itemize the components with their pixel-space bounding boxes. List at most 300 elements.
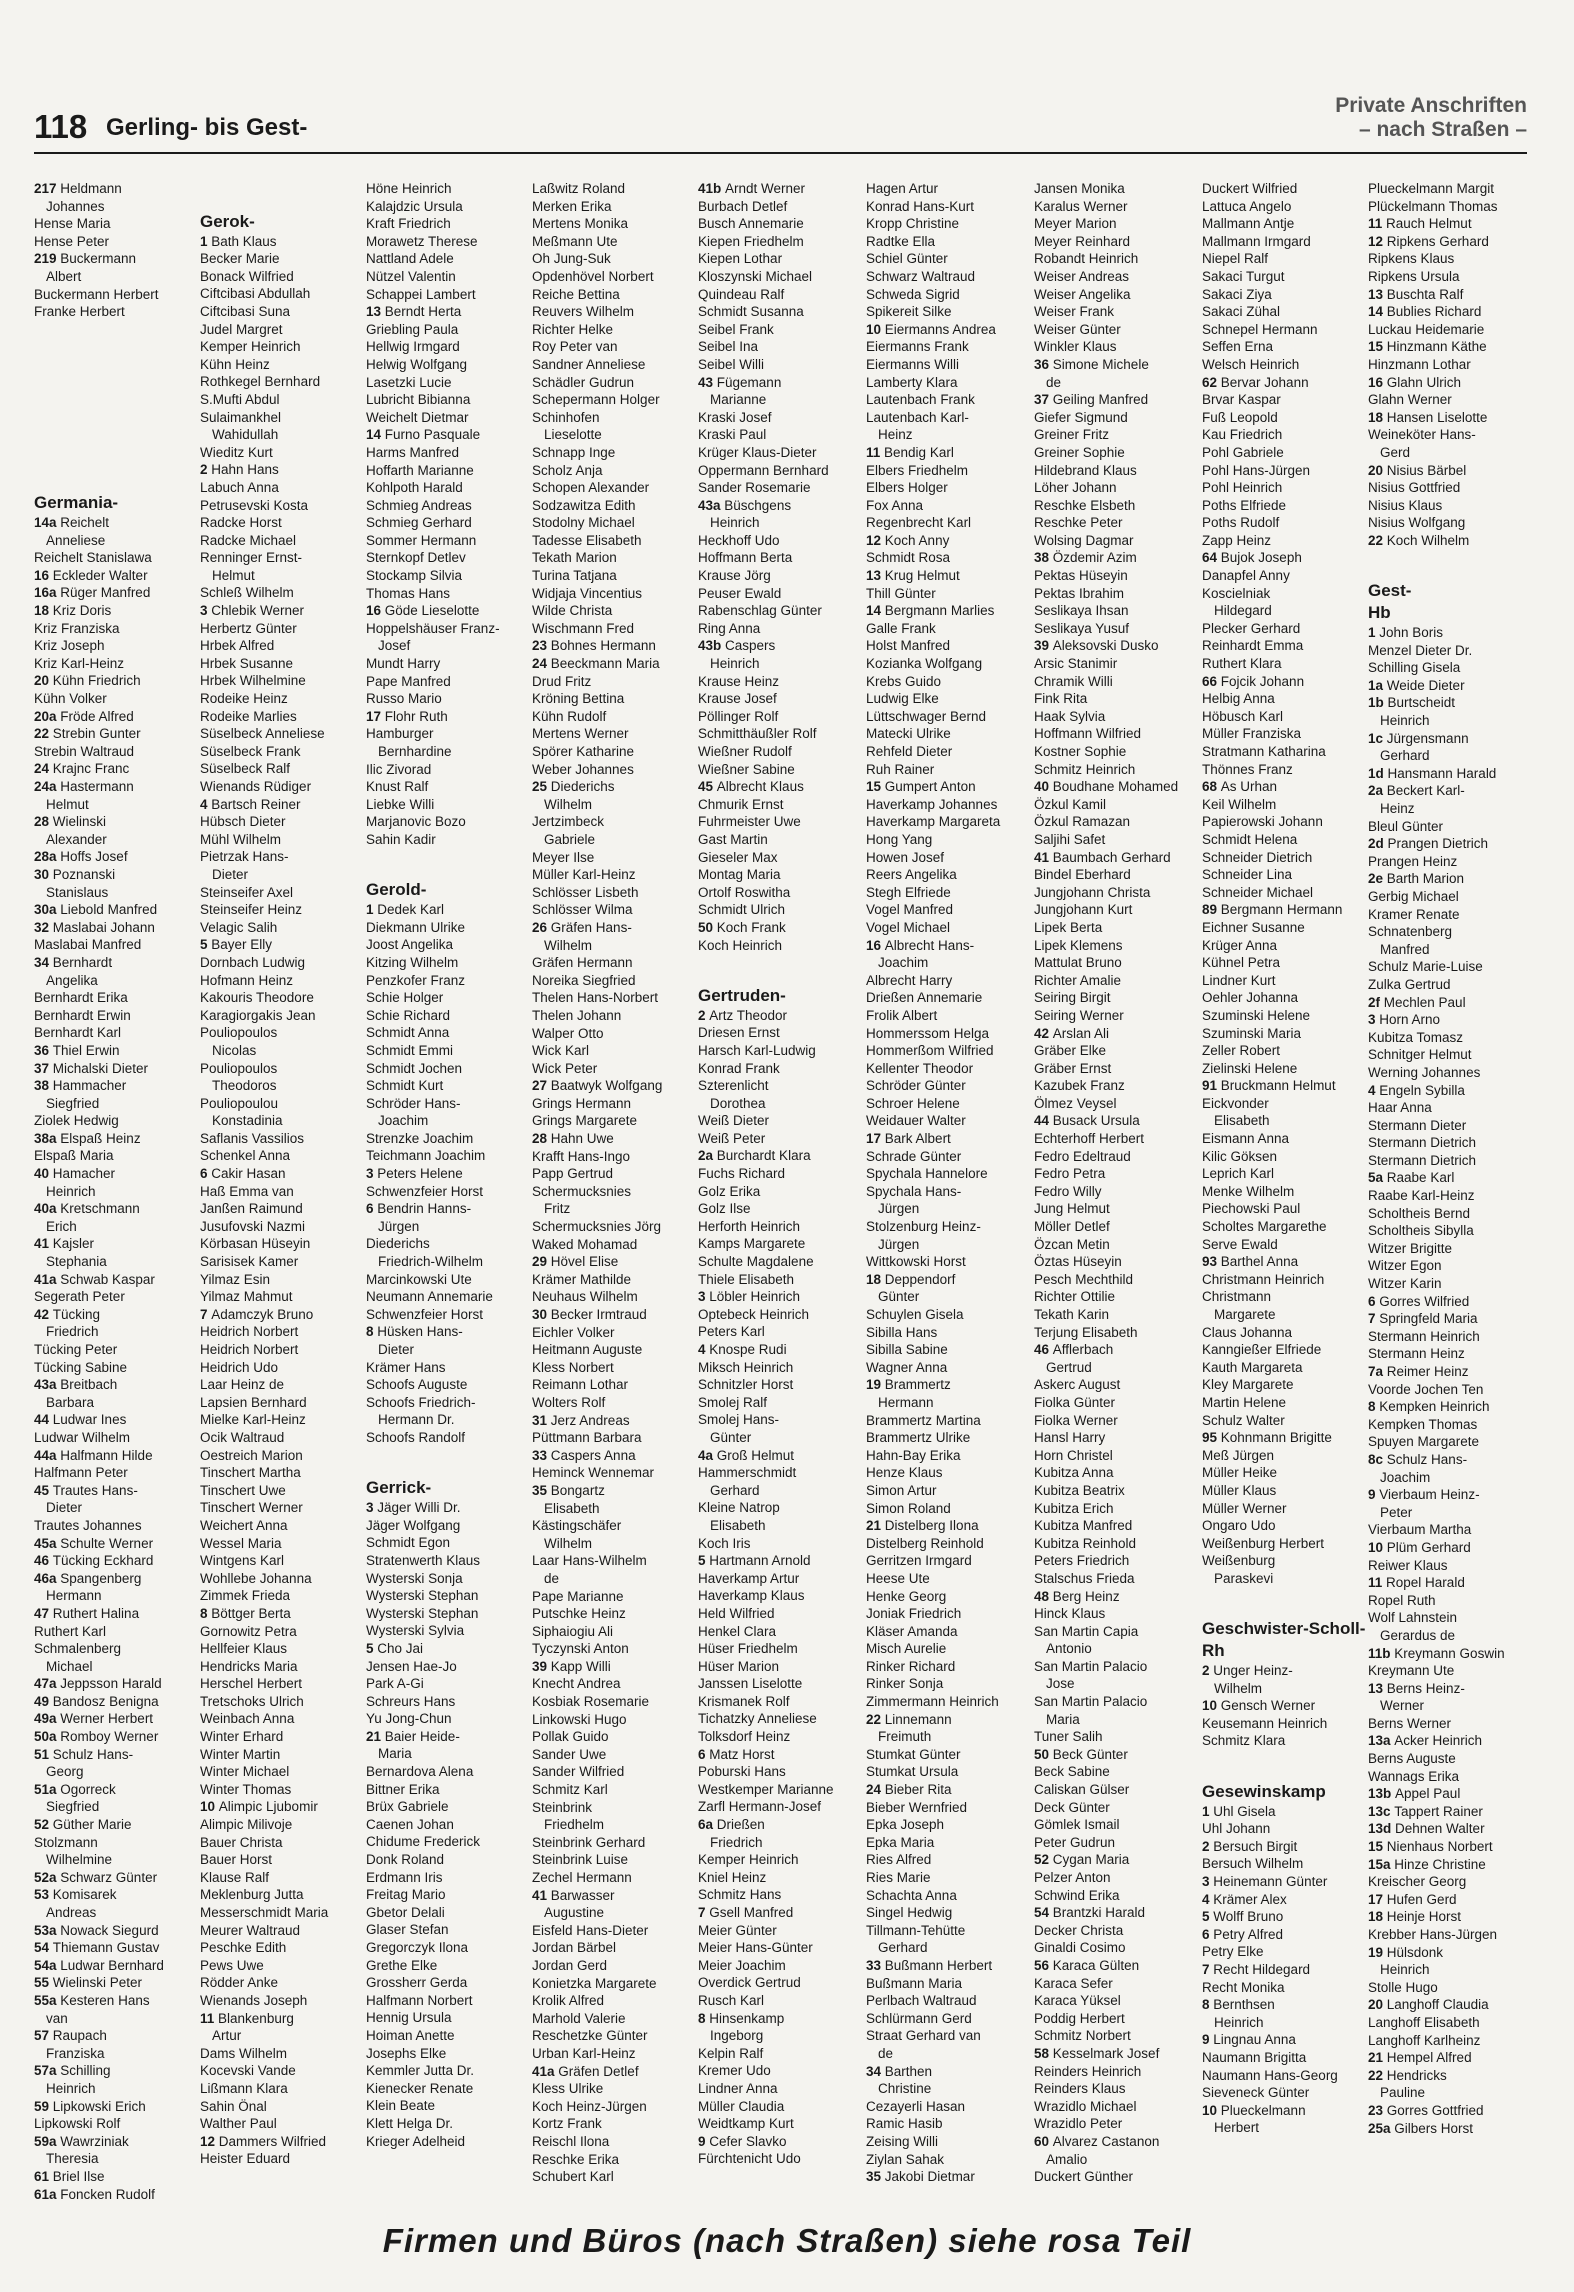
directory-entry [866,1640,1032,1658]
directory-entry [1368,479,1532,497]
directory-entry [698,1535,864,1553]
resident-name: Krajnc Franc [52,761,130,777]
resident-name: Pape Marianne [532,1588,624,1604]
resident-name: Scholtes Margarethe [1202,1219,1327,1235]
entry-continuation: Artur [212,2028,242,2044]
resident-name: Schwenzfeier Horst [366,1183,484,1199]
resident-name: Ripkens Klaus [1368,251,1455,267]
resident-name: Hense Maria [34,216,111,232]
directory-entry [1368,1944,1532,1962]
resident-name: Werning Johannes [1368,1064,1481,1080]
resident-name: Steinbrink [532,1799,593,1815]
resident-name: Cygan Maria [1052,1852,1130,1868]
directory-entry [200,1411,364,1429]
resident-name: Reimann Lothar [532,1377,629,1393]
directory-entry [1202,374,1366,392]
resident-name: Geiling Manfred [1052,392,1149,408]
directory-entry [1034,1007,1200,1025]
resident-name: Diederichs [366,1236,430,1252]
resident-name: Stermann Heinrich [1368,1328,1480,1344]
directory-entry [366,356,530,374]
directory-entry [34,584,198,602]
resident-name: Bartsch Reiner [211,796,301,812]
directory-entry [34,743,198,761]
resident-name: Barwasser [550,1887,615,1903]
directory-entry [366,673,530,691]
house-number: 45 [698,779,717,795]
resident-name: Sibilla Hans [866,1324,938,1340]
resident-name: Wießner Rudolf [698,744,792,759]
directory-entry [532,2063,696,2081]
resident-name: Seiring Birgit [1034,990,1111,1006]
directory-entry [1202,497,1366,515]
resident-name: Strebin Waltraud [34,743,135,759]
resident-name: Höne Heinrich [366,181,452,196]
resident-name: Schachta Anna [866,1887,957,1903]
resident-name: Askerc August [1034,1377,1121,1393]
resident-name: Wischmann Fred [532,620,635,636]
resident-name: Schinhofen [532,409,600,425]
directory-entry [34,1623,198,1641]
directory-entry [1202,198,1366,216]
directory-entry [366,1288,530,1306]
footer-note: Firmen und Büros (nach Straßen) siehe rosa Teil [382,2222,1192,2259]
directory-entry [698,831,864,849]
resident-name: Lamberty Klara [866,374,958,390]
directory-entry [866,1535,1032,1553]
resident-name: Straat Gerhard van [866,2028,981,2044]
resident-name: Henke Georg [866,1588,947,1604]
directory-entry [34,2062,198,2080]
directory-entry [532,1605,696,1623]
directory-entry [366,1781,530,1799]
directory-entry [698,1675,864,1693]
directory-entry [1368,2102,1532,2120]
directory-entry [532,901,696,919]
resident-name: Pohl Gabriele [1202,444,1284,460]
house-number: 5 [698,1553,710,1569]
entry-continuation: Augustine [544,1905,605,1921]
directory-entry [698,585,864,603]
resident-name: Weidauer Walter [866,1113,966,1129]
directory-entry [34,1517,198,1535]
directory-entry [366,796,530,814]
directory-entry [698,409,864,427]
resident-name: Burbach Detlef [698,198,788,214]
resident-name: Fuchs Richard [698,1166,786,1182]
resident-name: Meier Günter [698,1922,777,1938]
directory-entry [698,198,864,216]
resident-name: Helbig Anna [1202,691,1275,707]
resident-name: Smolej Ralf [698,1394,768,1410]
directory-entry [866,1095,1032,1113]
resident-name: Jürgensmann [1386,730,1469,746]
resident-name: Gumpert Anton [884,779,976,795]
directory-entry [366,444,530,462]
directory-entry [1202,972,1366,990]
resident-name: Claus Johanna [1202,1324,1293,1340]
resident-name: Hommerßom Wilfried [866,1043,994,1059]
house-number: 51 [34,1746,53,1762]
directory-entry [532,2027,696,2045]
resident-name: Mielke Karl-Heinz [200,1412,306,1428]
resident-name: Gieseler Max [698,849,778,865]
directory-entry [866,1306,1032,1324]
directory-entry [1202,1218,1366,1236]
directory-entry [532,286,696,304]
directory-entry [1202,303,1366,321]
resident-name: Vierbaum Heinz- [1379,1487,1480,1503]
entry-continuation: Jürgen [878,1236,920,1252]
house-number: 18 [866,1271,885,1287]
entry-continuation: Michael [46,1658,93,1674]
house-number: 39 [1034,638,1053,654]
resident-name: Park A-Gi [366,1676,424,1692]
directory-entry [698,338,864,356]
resident-name: Heidrich Norbert [200,1324,299,1340]
directory-column [366,180,530,2190]
directory-entry [34,620,198,638]
resident-name: Busack Ursula [1052,1113,1140,1129]
resident-name: Bleul Günter [1368,818,1444,834]
directory-entry [1202,567,1366,585]
resident-name: Fürchtenicht Udo [698,2151,801,2167]
resident-name: Perlbach Waltraud [866,1993,977,2009]
directory-entry [866,1623,1032,1641]
resident-name: Schweda Sigrid [866,286,960,302]
directory-entry [200,1165,364,1183]
directory-entry [34,1552,198,1570]
entry-continuation: Stanislaus [46,884,109,900]
directory-entry [1034,849,1200,867]
resident-name: Hoffs Josef [60,849,128,865]
entry-continuation: Gerhard [710,1482,760,1498]
resident-name: Kocevski Vande [200,2063,296,2079]
resident-name: Schmidt Ulrich [698,902,786,918]
resident-name: Breitbach [60,1377,118,1393]
directory-entry [532,637,696,655]
directory-entry [200,831,364,849]
entry-continuation: Margarete [1214,1307,1276,1322]
house-number: 22 [34,726,53,742]
directory-entry [1202,673,1366,691]
resident-name: Becker Marie [200,251,280,267]
resident-name: Petrusevski Kosta [200,497,309,513]
resident-name: Schiel Günter [866,251,948,267]
resident-name: Hong Yang [866,831,933,847]
resident-name: Weiser Frank [1034,304,1115,320]
directory-entry [1034,391,1200,409]
directory-entry [200,725,364,743]
resident-name: Noreika Siegfried [532,972,636,988]
directory-entry [366,391,530,409]
directory-entry [200,1306,364,1324]
house-number: 13 [866,568,885,584]
resident-name: As Urhan [1220,779,1278,795]
resident-name: Schoofs Friedrich- [366,1394,476,1410]
resident-name: Urban Karl-Heinz [532,2045,636,2061]
directory-entry [200,1974,364,1992]
resident-name: Mertens Monika [532,216,629,232]
resident-name: Schulz Walter [1202,1412,1285,1428]
directory-entry [366,725,530,743]
directory-entry [200,989,364,1007]
directory-entry [698,1464,864,1482]
directory-entry [34,1060,198,1078]
directory-entry [1368,1486,1532,1504]
directory-entry [698,901,864,919]
directory-entry [1368,1645,1532,1663]
resident-name: Mallmann Irmgard [1202,233,1311,249]
directory-entry [200,1535,364,1553]
resident-name: Leprich Karl [1202,1166,1275,1182]
resident-name: Bergmann Marlies [884,603,995,619]
directory-entry [866,1763,1032,1781]
resident-name: Tadesse Elisabeth [532,532,642,548]
resident-name: Eckleder Walter [52,567,148,583]
house-number: 57a [34,2063,61,2079]
entry-continuation: Elisabeth [544,1500,600,1516]
resident-name: Plüm Gerhard [1386,1539,1471,1555]
entry-continuation: Nicolas [212,1042,257,1058]
entry-continuation: Heinrich [710,656,760,672]
directory-entry [1368,303,1532,321]
resident-name: Spychala Hannelore [866,1166,988,1182]
house-number: 43b [698,638,726,654]
directory-entry [200,672,364,690]
directory-entry [34,2027,198,2045]
resident-name: Hüsken Hans- [377,1324,463,1340]
directory-entry [866,567,1032,585]
resident-name: Siphaiogiu Ali [532,1623,614,1639]
entry-continuation: Theresia [46,2151,99,2167]
resident-name: Dammers Wilfried [218,2133,327,2149]
house-number: 16a [34,585,61,601]
directory-entry [34,1147,198,1165]
directory-entry [532,1236,696,1254]
resident-name: Vierbaum Martha [1368,1522,1472,1538]
directory-entry [866,1658,1032,1676]
spacer [34,409,198,427]
house-number: 13d [1368,1821,1396,1837]
resident-name: Epka Maria [866,1834,935,1850]
entry-continuation: Friedrich [710,1834,763,1850]
resident-name: Tekath Marion [532,550,617,566]
resident-name: Gräfen Detlef [558,2063,639,2079]
resident-name: Steinbrink Gerhard [532,1834,646,1850]
house-number: 3 [366,1500,378,1516]
resident-name: Nisius Wolfgang [1368,515,1466,531]
resident-name: Simone Michele [1052,356,1149,372]
resident-name: Haverkamp Margareta [866,814,1001,830]
directory-column [866,180,1032,2190]
directory-entry [532,567,696,585]
directory-entry [34,1077,198,1095]
house-number: 20a [34,708,61,724]
house-number: 1b [1368,695,1388,711]
directory-entry [1368,677,1532,695]
resident-name: Ogorreck [60,1781,116,1797]
resident-name: Bendrin Hanns- [377,1201,472,1217]
resident-name: Bindel Eberhard [1034,867,1131,883]
directory-entry [1034,356,1200,374]
directory-entry [34,690,198,708]
directory-entry [1368,2120,1532,2138]
resident-name: Keusemann Heinrich [1202,1715,1328,1731]
resident-name: Heidrich Udo [200,1359,279,1375]
resident-name: Sommer Hermann [366,532,477,548]
resident-name: Alvarez Castanon [1052,2133,1160,2149]
resident-name: Cefer Slavko [709,2133,787,2149]
resident-name: Hansen Liselotte [1386,409,1488,425]
resident-name: Tyczynski Anton [532,1641,629,1657]
resident-name: Kühn Rudolf [532,708,607,724]
directory-entry [1202,1943,1366,1961]
resident-name: Janßen Raimund [200,1201,303,1217]
resident-name: Oppermann Bernhard [698,462,829,478]
resident-name: Winter Michael [200,1764,290,1780]
directory-entry [1368,1029,1532,1047]
directory-entry [866,673,1032,691]
resident-name: Stermann Dietrich [1368,1152,1477,1168]
house-number: 10 [866,321,885,337]
resident-name: Tillmann-Tehütte [866,1922,966,1938]
directory-entry [34,1165,198,1183]
directory-entry [1202,250,1366,268]
directory-entry [532,532,696,550]
directory-entry [1034,655,1200,673]
directory-entry [200,813,364,831]
directory-entry [1202,937,1366,955]
entry-continuation: Joachim [878,955,929,971]
directory-entry [532,1763,696,1781]
resident-name: Steinseifer Heinz [200,902,303,918]
resident-name: Schmidt Jochen [366,1060,463,1076]
directory-entry [532,1306,696,1324]
directory-entry [532,497,696,515]
directory-entry [34,866,198,884]
house-number: 11 [200,2010,219,2026]
directory-entry [532,1025,696,1043]
resident-name: Jertzimbeck [532,814,605,830]
directory-entry [200,233,364,251]
resident-name: Laßwitz Roland [532,181,626,196]
directory-entry [698,321,864,339]
directory-entry [866,1834,1032,1852]
resident-name: Hansmann Harald [1387,765,1497,781]
resident-name: Gräber Elke [1034,1043,1107,1059]
directory-entry [366,514,530,532]
resident-name: Karaca Gülten [1052,1957,1140,1973]
directory-entry [366,1570,530,1588]
resident-name: Schnapp Inge [532,444,616,460]
directory-entry [1034,743,1200,761]
directory-entry [698,479,864,497]
directory-entry [34,1464,198,1482]
resident-name: Wienands Joseph [200,1992,308,2008]
resident-name: Romboy Werner [60,1729,159,1745]
directory-entry [1202,831,1366,849]
resident-name: Hövel Elise [550,1254,619,1270]
resident-name: Yilmaz Mahmut [200,1289,293,1305]
resident-name: Michalski Dieter [52,1060,149,1076]
resident-name: Pews Uwe [200,1957,264,1973]
directory-entry [34,250,198,268]
directory-entry [698,1710,864,1728]
house-number: 52a [34,1869,61,1885]
directory-entry [532,180,696,198]
directory-entry [200,514,364,532]
directory-entry [34,1728,198,1746]
street-heading: Gerold- [366,880,427,900]
directory-entry [1202,1697,1366,1715]
directory-entry [1368,233,1532,251]
resident-name: Fojcik Johann [1220,673,1305,689]
directory-entry [1202,479,1366,497]
directory-entry [366,1306,530,1324]
directory-entry [1202,1535,1366,1553]
resident-name: Schmitz Karl [532,1782,608,1798]
directory-entry [1368,215,1532,233]
directory-entry [698,796,864,814]
resident-name: Heidrich Norbert [200,1342,299,1357]
resident-name: Rinker Richard [866,1658,956,1674]
directory-entry [1034,2045,1200,2063]
directory-entry [200,497,364,515]
house-number: 4 [1202,1891,1214,1907]
resident-name: Schnatenberg [1368,924,1453,940]
resident-name: Giefer Sigmund [1034,409,1128,425]
directory-entry [1202,1838,1366,1856]
resident-name: Krause Josef [698,691,777,707]
directory-entry [366,1851,530,1869]
resident-name: Fügemann [716,374,782,390]
resident-name: Ropel Ruth [1368,1592,1436,1608]
directory-entry [532,884,696,902]
directory-entry [200,1869,364,1887]
resident-name: Haverkamp Klaus [698,1588,805,1604]
directory-entry [366,2097,530,2115]
house-number: 3 [1368,1012,1380,1028]
directory-entry [1202,1996,1366,2014]
directory-entry [866,1711,1032,1729]
resident-name: Wysterski Sonja [366,1570,463,1586]
directory-entry [200,1798,364,1816]
street-heading: Gest- [1368,581,1412,601]
spacer [34,321,198,339]
house-number: 5 [366,1640,378,1656]
directory-entry [698,1165,864,1183]
resident-name: Bieber Wernfried [866,1799,968,1815]
resident-name: Cho Jai [377,1640,424,1656]
house-number: 9 [1202,2032,1214,2048]
directory-entry [532,479,696,497]
directory-entry [200,1904,364,1922]
directory-entry [34,655,198,673]
directory-entry [532,1781,696,1799]
resident-name: Hoppelshäuser Franz- [366,620,500,636]
resident-name: Wolf Lahnstein [1368,1610,1458,1626]
directory-entry [366,198,530,216]
resident-name: Heinemann Günter [1213,1874,1328,1890]
directory-entry [366,1183,530,1201]
resident-name: Wohllebe Johanna [200,1570,312,1586]
resident-name: Nienhaus Norbert [1386,1839,1493,1855]
directory-entry [1368,765,1532,783]
resident-name: Wolff Bruno [1213,1909,1284,1925]
resident-name: Gerritzen Irmgard [866,1553,972,1569]
directory-entry [200,1605,364,1623]
